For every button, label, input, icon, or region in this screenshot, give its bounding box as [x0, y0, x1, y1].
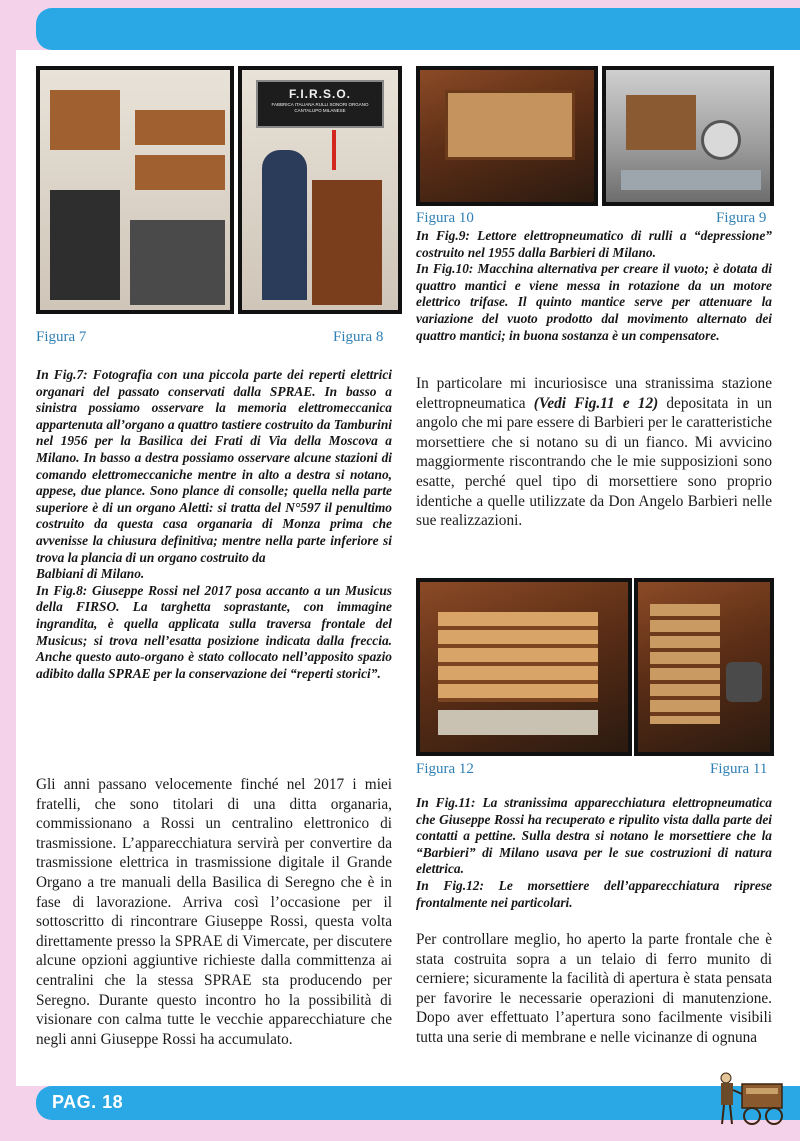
person-figure — [262, 150, 307, 300]
footer-bar — [36, 1086, 800, 1120]
paragraph-right-top — [416, 374, 772, 531]
caption-fig12: In Fig.12: Le morsettiere dell’apparecchiatura riprese frontalmente nei particolari. — [416, 877, 772, 910]
caption-fig7-8 — [36, 367, 392, 682]
paragraph-left-bottom: Gli anni passano velocemente finché nel 2017 i miei fratelli, che sono titolari di una ditta organaria, commissionano a Rossi un centralino elettronico di trasmissione. L’apparecchiatura servirà per convertire da trasmissione elettrica in trasmissione digitale il Grande Organo a tre manuali della Basilica di Seregno che è in fase di lavorazione. Arriva così l’occasione per il sottoscritto di rincontrare Giuseppe Rossi, questa volta direttamente presso la SPRAE di Vimercate, per discutere alcune opzioni aggiuntive richieste dalla committenza ai centralini che la stessa SPRAE sta producendo per Seregno. Durante questo incontro ho la possibilità di visionare con calma tutte le vecchie apparecchiature che negli anni Giuseppe Rossi ha accumulato. — [36, 776, 392, 1048]
figure-7-label: Figura 7 — [36, 329, 87, 345]
figure-9-photo — [602, 66, 774, 206]
arrow-icon — [332, 130, 336, 170]
figure-9-label: Figura 9 — [716, 210, 767, 226]
figure-8-label: Figura 8 — [333, 329, 384, 345]
figure-7-photo — [36, 66, 234, 314]
caption-fig8: In Fig.8: Giuseppe Rossi nel 2017 posa accanto a un Musicus della FIRSO. La targhetta soprastante, con immagine ingrandita, è quella applicata sulla traversa frontale del Musicus; si trova nell’esatta posizione indicata dalla freccia. Anche questo auto-organo è stato collocato nell’apposito spazio adibito dalla SPRAE per la conservazione dei “reperti storici”. — [36, 582, 392, 681]
paragraph-right-top-ref: (Vedi Fig.11 e 12) — [533, 394, 659, 412]
figure-10-label: Figura 10 — [416, 210, 474, 226]
caption-fig7-tail: Balbiani di Milano. — [36, 566, 145, 582]
figure-11-photo — [634, 578, 774, 756]
page-number: PAG. 18 — [52, 1092, 124, 1112]
figure-8-photo — [238, 66, 402, 314]
header-bar — [36, 8, 800, 50]
caption-fig9-10 — [416, 228, 772, 344]
paragraph-right-top-b: depositata in un angolo che mi pare essere di Barbieri per le caratteristiche morsettiere che si notano su di un fianco. Mi avvicino maggiormente riscontrando che le mie supposizioni sono esatte, perché quel tipo di morsettiere sono proprio identiche a quelle utilizzate da Don Angelo Barbieri nelle sue realizzazioni. — [416, 394, 772, 530]
firso-sign — [256, 80, 384, 128]
caption-fig10: In Fig.10: Macchina alternativa per creare il vuoto; è dotata di quattro mantici e viene messa in rotazione da un motore elettrico trifase. Il quinto mantice serve per attenuare la variazione del vuoto prodotto dal movimento alternato dei quattro mantici; in buona sostanza è un compensatore. — [416, 261, 772, 343]
paragraph-right-top-a: In particolare mi incuriosisce una stranissima stazione elettropneumatica — [416, 375, 772, 412]
firso-sign-line2: CANTALUPO MILANESE — [294, 108, 346, 113]
caption-fig11-12 — [416, 795, 772, 911]
figure-10-photo — [416, 66, 598, 206]
caption-fig7: In Fig.7: Fotografia con una piccola parte dei reperti elettrici organari del passato conservati dalla SPRAE. In basso a sinistra possiamo osservare la memoria elettromeccanica appartenuta all’organo a quattro tastiere costruito da Tamburini nel 1956 per la Basilica dei Frati di Via della Moscova a Milano. In basso a destra possiamo osservare alcune stazioni di comando elettromeccaniche mentre in alto a destra si notano, appese, due plance. Sono plance di consolle; quella nella parte superiore è di un organo Aletti: si tratta del N°597 il penultimo costruito da questa casa organaria di Monza prima che avvenisse la chiusura definitiva; mentre nella parte inferiore si trova la plancia di un organo costruito da — [36, 367, 392, 565]
paragraph-right-bottom: Per controllare meglio, ho aperto la parte frontale che è stata costruita sopra a un telaio di ferro munito di cerniere; sicuramente la facilità di apertura è stata pensata per favorire le necessarie operazioni di manutenzione. Dopo aver effettuato l’apertura sono facilmente visibili tutta una serie di membrane e nelle vicinanze di ognuna — [416, 931, 772, 1046]
musicus-organ — [312, 180, 382, 305]
firso-sign-line1: FABBRICA ITALIANA RULLI SONORI ORGANO — [271, 102, 369, 107]
caption-fig9: In Fig.9: Lettore elettropneumatico di rulli a “depressione” costruito nel 1955 dalla Barbieri di Milano. — [416, 228, 772, 260]
figure-12-label: Figura 12 — [416, 761, 474, 777]
figure-11-label: Figura 11 — [710, 761, 768, 777]
caption-fig11: In Fig.11: La stranissima apparecchiatura elettropneumatica che Giuseppe Rossi ha recuperato e ripulito vista dalla parte dei contatti a pettine. Sulla destra si notano le morsettiere che la “Barbieri” di Milano usava per le sue costruzioni di natura elettrica. — [416, 795, 772, 877]
organ-grinder-illustration — [712, 1070, 792, 1128]
firso-sign-title: F.I.R.S.O. — [288, 87, 351, 101]
figure-12-photo — [416, 578, 632, 756]
